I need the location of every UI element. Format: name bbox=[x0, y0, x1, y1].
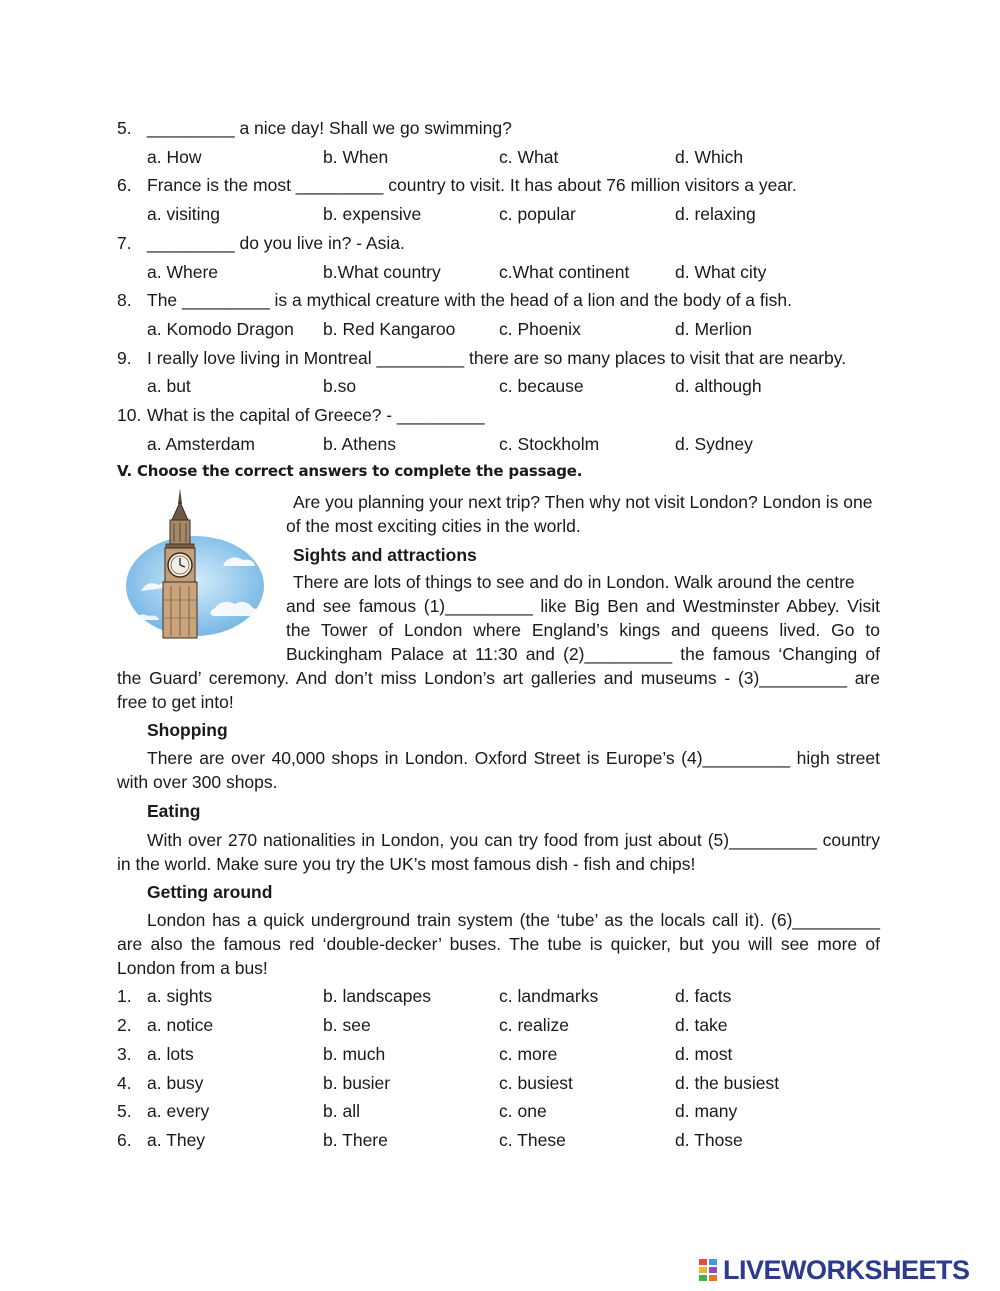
shopping-line-2: with over 300 shops. bbox=[117, 772, 278, 792]
sights-line-6: free to get into! bbox=[117, 692, 234, 712]
heading-eating: Eating bbox=[147, 801, 201, 821]
answer-number: 2. bbox=[117, 1015, 132, 1035]
option-b[interactable]: b. much bbox=[323, 1044, 386, 1064]
option-a[interactable]: a. They bbox=[147, 1130, 206, 1150]
sights-line-4: Buckingham Palace at 11:30 and (2)_________ the famous ‘Changing of bbox=[286, 644, 880, 664]
option-b[interactable]: b.so bbox=[323, 376, 357, 396]
option-d[interactable]: d. Merlion bbox=[675, 319, 752, 339]
answer-number: 6. bbox=[117, 1130, 132, 1150]
option-b[interactable]: b. There bbox=[323, 1130, 388, 1150]
getting-line-3: London from a bus! bbox=[117, 958, 268, 978]
option-d[interactable]: d. most bbox=[675, 1044, 733, 1064]
option-d[interactable]: d. What city bbox=[675, 262, 767, 282]
answer-number: 1. bbox=[117, 986, 132, 1006]
sights-line-5: the Guard’ ceremony. And don’t miss London’s art galleries and museums - (3)_________ are bbox=[117, 668, 880, 688]
option-d[interactable]: d. many bbox=[675, 1101, 738, 1121]
question-text: I really love living in Montreal _________ there are so many places to visit that are nearby. bbox=[147, 348, 847, 368]
option-b[interactable]: b. When bbox=[323, 147, 389, 167]
option-c[interactable]: c. because bbox=[499, 376, 584, 396]
intro-line-2: of the most exciting cities in the world. bbox=[286, 516, 581, 536]
question-number: 5. bbox=[117, 118, 132, 138]
answer-number: 3. bbox=[117, 1044, 132, 1064]
question-text: What is the capital of Greece? - _________ bbox=[147, 405, 485, 425]
heading-getting-around: Getting around bbox=[147, 882, 273, 902]
option-c[interactable]: c. one bbox=[499, 1101, 547, 1121]
option-d[interactable]: d. facts bbox=[675, 986, 732, 1006]
option-c[interactable]: c. Phoenix bbox=[499, 319, 581, 339]
option-c[interactable]: c. realize bbox=[499, 1015, 570, 1035]
option-a[interactable]: a. Amsterdam bbox=[147, 434, 255, 454]
option-c[interactable]: c.What continent bbox=[499, 262, 630, 282]
option-a[interactable]: a. Where bbox=[147, 262, 218, 282]
option-b[interactable]: b. busier bbox=[323, 1073, 391, 1093]
option-d[interactable]: d. relaxing bbox=[675, 204, 756, 224]
option-c[interactable]: c. busiest bbox=[499, 1073, 573, 1093]
answer-number: 4. bbox=[117, 1073, 132, 1093]
question-number: 8. bbox=[117, 290, 132, 310]
question-number: 9. bbox=[117, 348, 132, 368]
option-d[interactable]: d. Sydney bbox=[675, 434, 753, 454]
question-text: The _________ is a mythical creature with the head of a lion and the body of a fish. bbox=[147, 290, 792, 310]
intro-line-1: Are you planning your next trip? Then why not visit London? London is one bbox=[293, 492, 873, 512]
option-a[interactable]: a. busy bbox=[147, 1073, 204, 1093]
option-a[interactable]: a. sights bbox=[147, 986, 213, 1006]
heading-shopping: Shopping bbox=[147, 720, 228, 740]
option-a[interactable]: a. but bbox=[147, 376, 191, 396]
question-number: 7. bbox=[117, 233, 132, 253]
logo-text: LIVEWORKSHEETS bbox=[723, 1254, 970, 1285]
option-a[interactable]: a. lots bbox=[147, 1044, 194, 1064]
option-d[interactable]: d. although bbox=[675, 376, 762, 396]
option-c[interactable]: c. popular bbox=[499, 204, 576, 224]
option-a[interactable]: a. How bbox=[147, 147, 202, 167]
option-d[interactable]: d. Those bbox=[675, 1130, 743, 1150]
question-number: 6. bbox=[117, 175, 132, 195]
eating-line-1: With over 270 nationalities in London, you can try food from just about (5)_________ country bbox=[147, 830, 880, 850]
option-a[interactable]: a. notice bbox=[147, 1015, 214, 1035]
option-c[interactable]: c. These bbox=[499, 1130, 566, 1150]
question-text: France is the most _________ country to visit. It has about 76 million visitors a year. bbox=[147, 175, 797, 195]
option-b[interactable]: b. Athens bbox=[323, 434, 396, 454]
question-text: _________ do you live in? - Asia. bbox=[147, 233, 405, 253]
option-b[interactable]: b. all bbox=[323, 1101, 360, 1121]
sights-line-1: There are lots of things to see and do in London. Walk around the centre bbox=[293, 572, 855, 592]
option-b[interactable]: b.What country bbox=[323, 262, 441, 282]
option-d[interactable]: d. Which bbox=[675, 147, 744, 167]
big-ben-illustration bbox=[125, 488, 270, 640]
option-c[interactable]: c. more bbox=[499, 1044, 558, 1064]
option-b[interactable]: b. landscapes bbox=[323, 986, 431, 1006]
section-title: V. Choose the correct answers to complete the passage. bbox=[117, 462, 583, 480]
option-b[interactable]: b. see bbox=[323, 1015, 371, 1035]
option-c[interactable]: c. Stockholm bbox=[499, 434, 600, 454]
option-a[interactable]: a. every bbox=[147, 1101, 210, 1121]
sights-line-2: and see famous (1)_________ like Big Ben and Westminster Abbey. Visit bbox=[286, 596, 880, 616]
question-number: 10. bbox=[117, 405, 142, 425]
option-b[interactable]: b. Red Kangaroo bbox=[323, 319, 456, 339]
sights-line-3: the Tower of London where England’s kings and queens lived. Go to bbox=[286, 620, 880, 640]
option-c[interactable]: c. What bbox=[499, 147, 559, 167]
heading-sights: Sights and attractions bbox=[293, 545, 477, 565]
option-a[interactable]: a. Komodo Dragon bbox=[147, 319, 294, 339]
option-d[interactable]: d. take bbox=[675, 1015, 728, 1035]
option-a[interactable]: a. visiting bbox=[147, 204, 220, 224]
liveworksheets-logo[interactable] bbox=[698, 1255, 970, 1285]
answer-number: 5. bbox=[117, 1101, 132, 1121]
question-text: _________ a nice day! Shall we go swimming? bbox=[147, 118, 512, 138]
eating-line-2: in the world. Make sure you try the UK’s most famous dish - fish and chips! bbox=[117, 854, 696, 874]
getting-line-2: are also the famous red ‘double-decker’ buses. The tube is quicker, but you will see more of bbox=[117, 934, 880, 954]
option-b[interactable]: b. expensive bbox=[323, 204, 422, 224]
option-d[interactable]: d. the busiest bbox=[675, 1073, 780, 1093]
option-c[interactable]: c. landmarks bbox=[499, 986, 599, 1006]
getting-line-1: London has a quick underground train system (the ‘tube’ as the locals call it). (6)_________ bbox=[147, 910, 880, 930]
shopping-line-1: There are over 40,000 shops in London. Oxford Street is Europe’s (4)_________ high street bbox=[147, 748, 880, 768]
logo-blocks-icon bbox=[698, 1257, 720, 1283]
